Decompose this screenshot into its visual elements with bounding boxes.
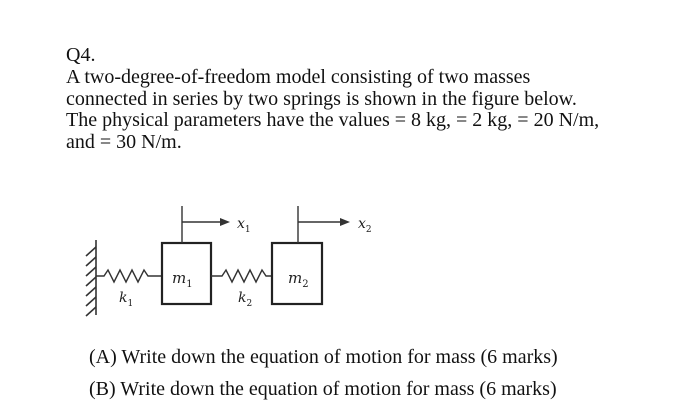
displacement-x1-arrow bbox=[182, 206, 230, 243]
problem-line: A two-degree-of-freedom model consisting of two masses bbox=[66, 66, 531, 88]
two-mass-spring-diagram bbox=[0, 190, 700, 330]
spring-k2-label: $k_2$ bbox=[238, 290, 253, 309]
part-b-prompt: (B) Write down the equation of motion for mass (6 marks) bbox=[89, 378, 557, 400]
spring-k1 bbox=[96, 270, 162, 282]
displacement-x2-arrow bbox=[298, 206, 350, 243]
mass-m2-label: $m_2$ bbox=[288, 269, 309, 290]
displacement-x2-label: $x_2$ bbox=[358, 216, 372, 235]
spring-k1-label: $k_1$ bbox=[119, 290, 134, 309]
problem-line: and = 30 N/m. bbox=[66, 130, 182, 153]
spring-k2 bbox=[211, 270, 272, 282]
problem-statement bbox=[66, 67, 666, 153]
displacement-x1-label: $x_1$ bbox=[237, 216, 251, 235]
mass-m1-label: $m_1$ bbox=[172, 269, 193, 290]
question-number: Q4. bbox=[66, 44, 96, 66]
problem-line: connected in series by two springs is shown in the figure below. bbox=[66, 87, 577, 110]
problem-line: The physical parameters have the values = 8 kg, = 2 kg, = 20 N/m, bbox=[66, 109, 600, 131]
part-a-prompt: (A) Write down the equation of motion for mass (6 marks) bbox=[89, 346, 558, 368]
mass-m1-block bbox=[162, 243, 211, 304]
fixed-wall bbox=[86, 240, 96, 316]
